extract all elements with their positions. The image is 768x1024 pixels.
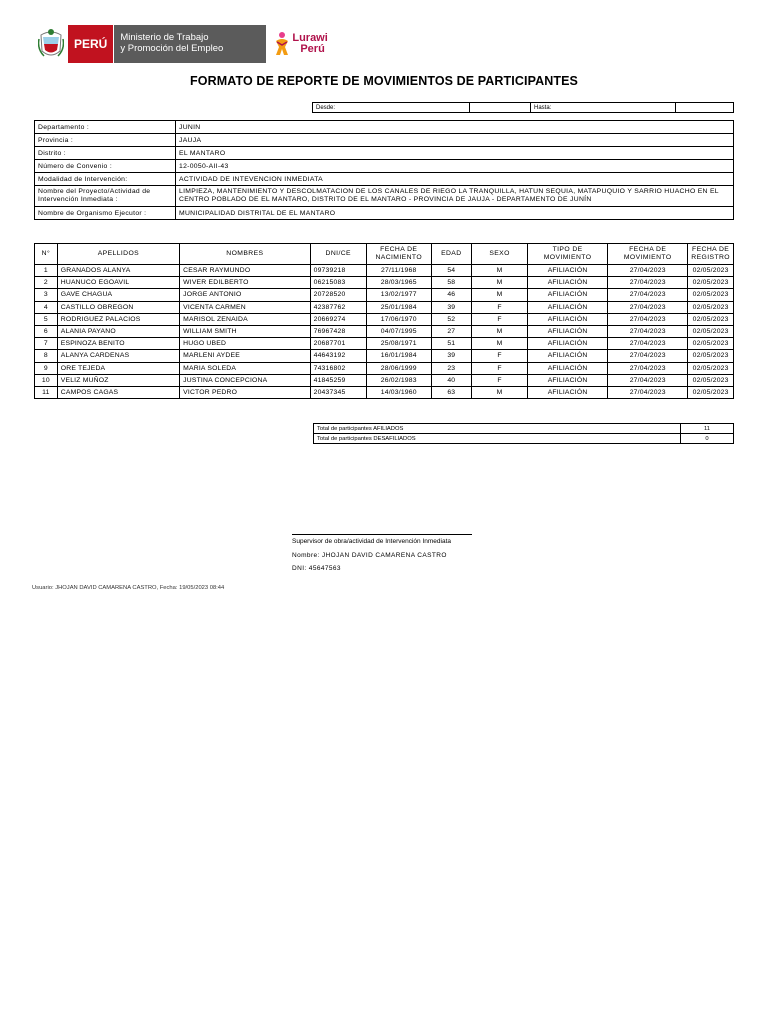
table-cell: AFILIACIÓN bbox=[528, 265, 608, 277]
table-cell: 26/02/1983 bbox=[366, 374, 431, 386]
table-cell: 41845259 bbox=[310, 374, 366, 386]
table-cell: MARLENI AYDEE bbox=[180, 350, 310, 362]
signature-block bbox=[292, 528, 472, 576]
table-cell: 27/04/2023 bbox=[608, 277, 688, 289]
table-cell: 4 bbox=[35, 301, 58, 313]
table-cell: 11 bbox=[35, 386, 58, 398]
table-cell: ESPINOZA BENITO bbox=[57, 338, 179, 350]
table-cell: 27/04/2023 bbox=[608, 325, 688, 337]
total-desafiliados-value: 0 bbox=[681, 434, 734, 444]
table-cell: AFILIACIÓN bbox=[528, 386, 608, 398]
table-row bbox=[35, 265, 734, 277]
table-cell: JUSTINA CONCEPCIONA bbox=[180, 374, 310, 386]
table-cell: 27/04/2023 bbox=[608, 362, 688, 374]
table-cell: 27 bbox=[431, 325, 472, 337]
table-cell: 27/04/2023 bbox=[608, 338, 688, 350]
table-cell: 76967428 bbox=[310, 325, 366, 337]
lurawi-logo: Lurawi Perú bbox=[274, 31, 327, 57]
table-cell: AFILIACIÓN bbox=[528, 277, 608, 289]
table-cell: 40 bbox=[431, 374, 472, 386]
footer-user-date: Usuario: JHOJAN DAVID CAMARENA CASTRO, Fecha: 19/05/2023 08:44 bbox=[32, 585, 225, 591]
column-header: FECHA DE REGISTRO bbox=[688, 244, 734, 265]
table-cell: 39 bbox=[431, 350, 472, 362]
column-header: TIPO DE MOVIMIENTO bbox=[528, 244, 608, 265]
table-cell: AFILIACIÓN bbox=[528, 374, 608, 386]
table-cell: 09739218 bbox=[310, 265, 366, 277]
table-cell: M bbox=[472, 289, 528, 301]
table-cell: 02/05/2023 bbox=[688, 313, 734, 325]
table-cell: 27/11/1968 bbox=[366, 265, 431, 277]
table-cell: 04/07/1995 bbox=[366, 325, 431, 337]
table-cell: 20437345 bbox=[310, 386, 366, 398]
signature-name: Nombre: JHOJAN DAVID CAMARENA CASTRO bbox=[292, 551, 447, 559]
table-cell: WILLIAM SMITH bbox=[180, 325, 310, 337]
table-cell: 02/05/2023 bbox=[688, 265, 734, 277]
column-header: SEXO bbox=[472, 244, 528, 265]
table-row bbox=[35, 313, 734, 325]
table-cell: F bbox=[472, 301, 528, 313]
table-cell: 7 bbox=[35, 338, 58, 350]
table-cell: 54 bbox=[431, 265, 472, 277]
table-row bbox=[35, 386, 734, 398]
table-cell: 02/05/2023 bbox=[688, 350, 734, 362]
table-cell: HUGO UBED bbox=[180, 338, 310, 350]
participants-table bbox=[34, 243, 734, 399]
table-cell: 52 bbox=[431, 313, 472, 325]
table-cell: 27/04/2023 bbox=[608, 350, 688, 362]
table-cell: 02/05/2023 bbox=[688, 362, 734, 374]
info-row: Número de Convenio : 12-0050-AII-43 bbox=[35, 160, 734, 173]
total-desafiliados-label: Total de participantes DESAFILIADOS bbox=[314, 434, 681, 444]
table-row bbox=[35, 374, 734, 386]
table-cell: 02/05/2023 bbox=[688, 277, 734, 289]
column-header: FECHA DE NACIMIENTO bbox=[366, 244, 431, 265]
lurawi-figure-icon bbox=[274, 31, 290, 57]
table-cell: ALANYA CARDENAS bbox=[57, 350, 179, 362]
peru-coat-of-arms-icon bbox=[38, 27, 64, 61]
table-row bbox=[35, 277, 734, 289]
table-cell: 27/04/2023 bbox=[608, 374, 688, 386]
table-cell: MARISOL ZENAIDA bbox=[180, 313, 310, 325]
table-cell: GAVE CHAGUA bbox=[57, 289, 179, 301]
table-cell: VICTOR PEDRO bbox=[180, 386, 310, 398]
table-cell: 5 bbox=[35, 313, 58, 325]
total-afiliados-label: Total de participantes AFILIADOS bbox=[314, 424, 681, 434]
table-cell: VELIZ MUÑOZ bbox=[57, 374, 179, 386]
table-cell: M bbox=[472, 386, 528, 398]
table-cell: AFILIACIÓN bbox=[528, 338, 608, 350]
table-cell: AFILIACIÓN bbox=[528, 301, 608, 313]
table-cell: 20669274 bbox=[310, 313, 366, 325]
table-cell: 02/05/2023 bbox=[688, 289, 734, 301]
table-cell: 27/04/2023 bbox=[608, 265, 688, 277]
table-cell: 58 bbox=[431, 277, 472, 289]
table-cell: 23 bbox=[431, 362, 472, 374]
table-cell: 8 bbox=[35, 350, 58, 362]
desde-value bbox=[470, 103, 531, 113]
table-cell: 2 bbox=[35, 277, 58, 289]
table-row bbox=[35, 362, 734, 374]
table-cell: 25/01/1984 bbox=[366, 301, 431, 313]
signature-dni: DNI: 45647563 bbox=[292, 565, 341, 572]
table-cell: 51 bbox=[431, 338, 472, 350]
table-cell: F bbox=[472, 362, 528, 374]
total-row bbox=[314, 424, 734, 434]
table-cell: 27/04/2023 bbox=[608, 301, 688, 313]
total-afiliados-value: 11 bbox=[681, 424, 734, 434]
table-cell: 63 bbox=[431, 386, 472, 398]
ministry-logo bbox=[68, 25, 266, 63]
peru-logo-text: PERÚ bbox=[68, 25, 114, 63]
table-row bbox=[35, 325, 734, 337]
participants-header-row bbox=[35, 244, 734, 265]
table-cell: 16/01/1984 bbox=[366, 350, 431, 362]
table-cell: 13/02/1977 bbox=[366, 289, 431, 301]
table-cell: 17/06/1970 bbox=[366, 313, 431, 325]
column-header: FECHA DE MOVIMIENTO bbox=[608, 244, 688, 265]
info-row: Departamento : JUNIN bbox=[35, 121, 734, 134]
table-cell: 28/03/1965 bbox=[366, 277, 431, 289]
table-cell: MARIA SOLEDA bbox=[180, 362, 310, 374]
column-header: N° bbox=[35, 244, 58, 265]
totals-table bbox=[313, 423, 734, 444]
table-cell: 20687701 bbox=[310, 338, 366, 350]
table-cell: 06215083 bbox=[310, 277, 366, 289]
table-cell: VICENTA CARMEN bbox=[180, 301, 310, 313]
table-cell: 02/05/2023 bbox=[688, 386, 734, 398]
table-cell: 27/04/2023 bbox=[608, 386, 688, 398]
table-cell: CAMPOS CAGAS bbox=[57, 386, 179, 398]
table-cell: F bbox=[472, 350, 528, 362]
hasta-value bbox=[676, 103, 734, 113]
table-cell: M bbox=[472, 325, 528, 337]
table-cell: ORE TEJEDA bbox=[57, 362, 179, 374]
table-cell: 14/03/1960 bbox=[366, 386, 431, 398]
table-cell: F bbox=[472, 313, 528, 325]
info-row: Nombre de Organismo Ejecutor : MUNICIPALIDAD DISTRITAL DE EL MANTARO bbox=[35, 207, 734, 220]
info-row: Modalidad de Intervención: ACTIVIDAD DE INTEVENCION INMEDIATA bbox=[35, 173, 734, 186]
desde-label: Desde: bbox=[313, 103, 470, 113]
table-cell: AFILIACIÓN bbox=[528, 325, 608, 337]
date-range-table bbox=[312, 102, 734, 113]
column-header: APELLIDOS bbox=[57, 244, 179, 265]
table-cell: 28/06/1999 bbox=[366, 362, 431, 374]
column-header: NOMBRES bbox=[180, 244, 310, 265]
table-cell: AFILIACIÓN bbox=[528, 289, 608, 301]
table-cell: CESAR RAYMUNDO bbox=[180, 265, 310, 277]
info-row: Provincia : JAUJA bbox=[35, 134, 734, 147]
table-cell: AFILIACIÓN bbox=[528, 313, 608, 325]
table-cell: 02/05/2023 bbox=[688, 325, 734, 337]
table-cell: 27/04/2023 bbox=[608, 289, 688, 301]
table-cell: RODRIGUEZ PALACIOS bbox=[57, 313, 179, 325]
table-cell: M bbox=[472, 277, 528, 289]
ministry-name: Ministerio de Trabajo y Promoción del Empleo bbox=[114, 25, 266, 63]
table-cell: 10 bbox=[35, 374, 58, 386]
table-cell: M bbox=[472, 265, 528, 277]
column-header: DNI/CE bbox=[310, 244, 366, 265]
table-cell: 39 bbox=[431, 301, 472, 313]
page-header bbox=[38, 24, 328, 64]
table-cell: WIVER EDILBERTO bbox=[180, 277, 310, 289]
table-row bbox=[35, 338, 734, 350]
table-cell: 42387762 bbox=[310, 301, 366, 313]
table-cell: 3 bbox=[35, 289, 58, 301]
table-cell: F bbox=[472, 374, 528, 386]
table-cell: 46 bbox=[431, 289, 472, 301]
table-row bbox=[35, 350, 734, 362]
table-cell: AFILIACIÓN bbox=[528, 362, 608, 374]
table-cell: 02/05/2023 bbox=[688, 374, 734, 386]
report-title: FORMATO DE REPORTE DE MOVIMIENTOS DE PARTICIPANTES bbox=[190, 74, 578, 88]
table-cell: ALANIA PAYANO bbox=[57, 325, 179, 337]
hasta-label: Hasta: bbox=[531, 103, 676, 113]
table-cell: HUANUCO EGOAVIL bbox=[57, 277, 179, 289]
project-info-table bbox=[34, 120, 734, 220]
info-row: Distrito : EL MANTARO bbox=[35, 147, 734, 160]
table-cell: AFILIACIÓN bbox=[528, 350, 608, 362]
signature-role: Supervisor de obra/actividad de Intervención Inmediata bbox=[292, 538, 451, 545]
table-cell: 02/05/2023 bbox=[688, 301, 734, 313]
table-cell: M bbox=[472, 338, 528, 350]
total-row bbox=[314, 434, 734, 444]
table-cell: 74316802 bbox=[310, 362, 366, 374]
table-row bbox=[35, 289, 734, 301]
table-cell: GRANADOS ALANYA bbox=[57, 265, 179, 277]
column-header: EDAD bbox=[431, 244, 472, 265]
info-row: Nombre del Proyecto/Actividad de Intervención Inmediata : LIMPIEZA, MANTENIMIENTO Y DESCOLMATACION DE LOS CANALES DE RIEGO LA TRANQUILLA, HATUN SEQUIA, MATAPUQUIO Y SARRIO HUACHO EN EL CENTRO POBLADO DE EL MANTARO, DISTRITO DE EL MANTARO - PROVINCIA DE JAUJA - DEPARTAMENTO DE JUNÍN bbox=[35, 186, 734, 207]
table-cell: 44643192 bbox=[310, 350, 366, 362]
table-cell: 27/04/2023 bbox=[608, 313, 688, 325]
table-row bbox=[35, 301, 734, 313]
table-cell: 02/05/2023 bbox=[688, 338, 734, 350]
table-cell: 20728520 bbox=[310, 289, 366, 301]
table-cell: 25/08/1971 bbox=[366, 338, 431, 350]
table-cell: CASTILLO OBREGON bbox=[57, 301, 179, 313]
table-cell: JORGE ANTONIO bbox=[180, 289, 310, 301]
table-cell: 1 bbox=[35, 265, 58, 277]
table-cell: 6 bbox=[35, 325, 58, 337]
table-cell: 9 bbox=[35, 362, 58, 374]
